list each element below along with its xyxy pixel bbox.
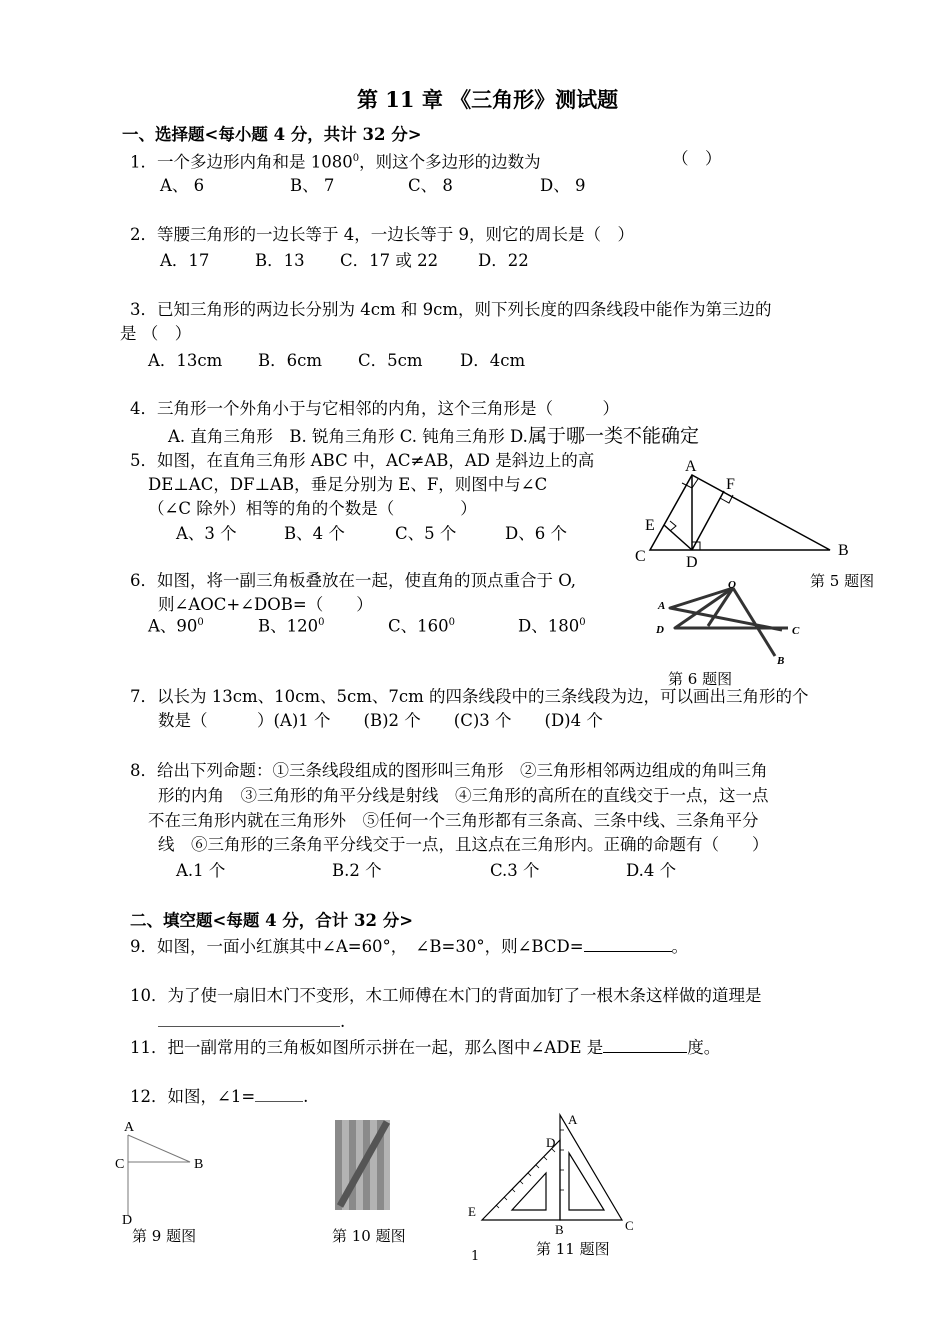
question-8-line: 形的内角 ③三角形的角平分线是射线 ④三角形的高所在的直线交于一点，这一点	[158, 786, 769, 805]
fig11-label: C	[625, 1218, 634, 1233]
question-2-option: C．17 或 22	[340, 251, 439, 270]
question-3-option: D．4cm	[460, 351, 526, 370]
fig5-label: E	[645, 517, 655, 534]
question-1-option: A、 6	[160, 176, 205, 195]
section-heading-fill: 二、填空题<每题 4 分，合计 32 分>	[130, 911, 414, 930]
page-number: 1	[471, 1249, 480, 1264]
question-3-option: B．6cm	[258, 351, 323, 370]
figure-5-right-triangle	[630, 455, 860, 570]
question-1-option: D、 9	[540, 176, 586, 195]
fig6-label: A	[658, 600, 666, 612]
fig6-label: D	[656, 624, 664, 636]
fig9-label: D	[122, 1213, 133, 1228]
question-1-option: C、 8	[408, 176, 453, 195]
question-12-stem: 12．如图，∠1= .	[130, 1087, 309, 1106]
question-5-stem-cont: （∠C 除外）相等的角的个数是（ ）	[148, 499, 477, 518]
fig5-label: A	[685, 458, 697, 475]
question-4-stem: 4．三角形一个外角小于与它相邻的内角，这个三角形是（ ）	[130, 399, 619, 418]
question-5-option: A、3 个	[176, 524, 237, 543]
figure-10-door	[335, 1120, 395, 1212]
question-9-stem: 9．如图，一面小红旗其中∠A=60°， ∠B=30°，则∠BCD= 。	[130, 937, 689, 956]
question-10-stem: 10．为了使一扇旧木门不变形，木工师傅在木门的背面加钉了一根木条这样做的道理是	[130, 986, 762, 1005]
question-3-option: A．13cm	[148, 351, 223, 370]
question-8-line: 不在三角形内就在三角形外 ⑤任何一个三角形都有三条高、三条中线、三条角平分	[148, 811, 759, 830]
question-7-stem-cont: 数是（ ）(A)1 个 (B)2 个 (C)3 个 (D)4 个	[158, 711, 603, 730]
question-5-stem: 5．如图，在直角三角形 ABC 中，AC≠AB，AD 是斜边上的高	[130, 451, 595, 470]
question-8-option: A.1 个	[176, 861, 226, 880]
question-6-option: D、$180^0$	[518, 616, 586, 636]
question-5-stem-cont: DE⊥AC，DF⊥AB，垂足分别为 E、F，则图中与∠C	[148, 475, 548, 494]
fig11-label: E	[468, 1204, 476, 1219]
question-10-blank: .	[158, 1010, 345, 1033]
fig6-label: B	[777, 655, 785, 667]
question-2-option: B．13	[255, 251, 305, 270]
question-2-stem: 2．等腰三角形的一边长等于 4，一边长等于 9，则它的周长是（ ）	[130, 225, 634, 244]
question-8-option: B.2 个	[332, 861, 382, 880]
question-6-stem-cont: 则∠AOC+∠DOB=（ ）	[158, 595, 373, 614]
figure-10-caption: 第 10 题图	[332, 1227, 406, 1245]
question-2-option: D．22	[478, 251, 529, 270]
figure-6-caption: 第 6 题图	[668, 670, 733, 688]
fig6-label: O	[728, 579, 736, 591]
fig6-label: C	[792, 625, 800, 637]
page-title: 第 11 章 《三角形》测试题	[357, 87, 619, 112]
fig5-label: C	[635, 548, 646, 565]
figure-9-flag	[110, 1115, 220, 1228]
fig5-label: D	[686, 554, 698, 571]
question-8-line: 线 ⑥三角形的三条角平分线交于一点，且这点在三角形内。正确的命题有（ ）	[158, 835, 769, 854]
question-5-option: D、6 个	[505, 524, 567, 543]
fig11-label: A	[568, 1112, 578, 1127]
question-2-option: A．17	[160, 251, 210, 270]
fig9-label: A	[124, 1120, 135, 1135]
question-8-option: C.3 个	[490, 861, 540, 880]
fig11-label: B	[555, 1222, 564, 1237]
question-7-stem: 7．以长为 13cm、10cm、5cm、7cm 的四条线段中的三条线段为边，可以画出三角形的个	[130, 687, 809, 706]
fig5-label: F	[726, 476, 735, 493]
question-8-line: 8．给出下列命题：①三条线段组成的图形叫三角形 ②三角形相邻两边组成的角叫三角	[130, 761, 768, 780]
question-8-option: D.4 个	[626, 861, 677, 880]
fig5-label: B	[838, 542, 849, 559]
question-1-stem: 1．一个多边形内角和是 1080$^0$，则这个多边形的边数为	[130, 152, 541, 172]
question-6-option: C、$160^0$	[388, 616, 455, 636]
question-5-option: C、5 个	[395, 524, 457, 543]
question-4-options: A. 直角三角形 B. 锐角三角形 C. 钝角三角形 D.属于哪一类不能确定	[168, 425, 699, 447]
question-6-option: A、$90^0$	[148, 616, 204, 636]
question-3-stem-cont: 是 （ ）	[120, 324, 192, 343]
figure-5-caption: 第 5 题图	[810, 572, 875, 590]
figure-6-set-squares	[650, 578, 810, 673]
question-6-stem: 6．如图，将一副三角板叠放在一起，使直角的顶点重合于 O,	[130, 571, 577, 590]
question-11-stem: 11．把一副常用的三角板如图所示拼在一起，那么图中∠ADE 是 度。	[130, 1038, 721, 1057]
question-6-option: B、$120^0$	[258, 616, 325, 636]
question-1-option: B、 7	[290, 176, 335, 195]
question-1-answer-paren: （ ）	[672, 149, 722, 168]
figure-9-caption: 第 9 题图	[132, 1227, 197, 1245]
fig11-label: D	[546, 1135, 556, 1150]
question-5-option: B、4 个	[284, 524, 345, 543]
figure-11-set-squares	[462, 1110, 642, 1237]
fig9-label: B	[194, 1157, 204, 1172]
question-3-stem: 3．已知三角形的两边长分别为 4cm 和 9cm，则下列长度的四条线段中能作为第三边的	[130, 300, 772, 319]
section-heading-choice: 一、选择题<每小题 4 分，共计 32 分>	[122, 125, 422, 144]
fig9-label: C	[115, 1157, 125, 1172]
figure-11-caption: 第 11 题图	[536, 1240, 610, 1258]
question-3-option: C．5cm	[358, 351, 423, 370]
